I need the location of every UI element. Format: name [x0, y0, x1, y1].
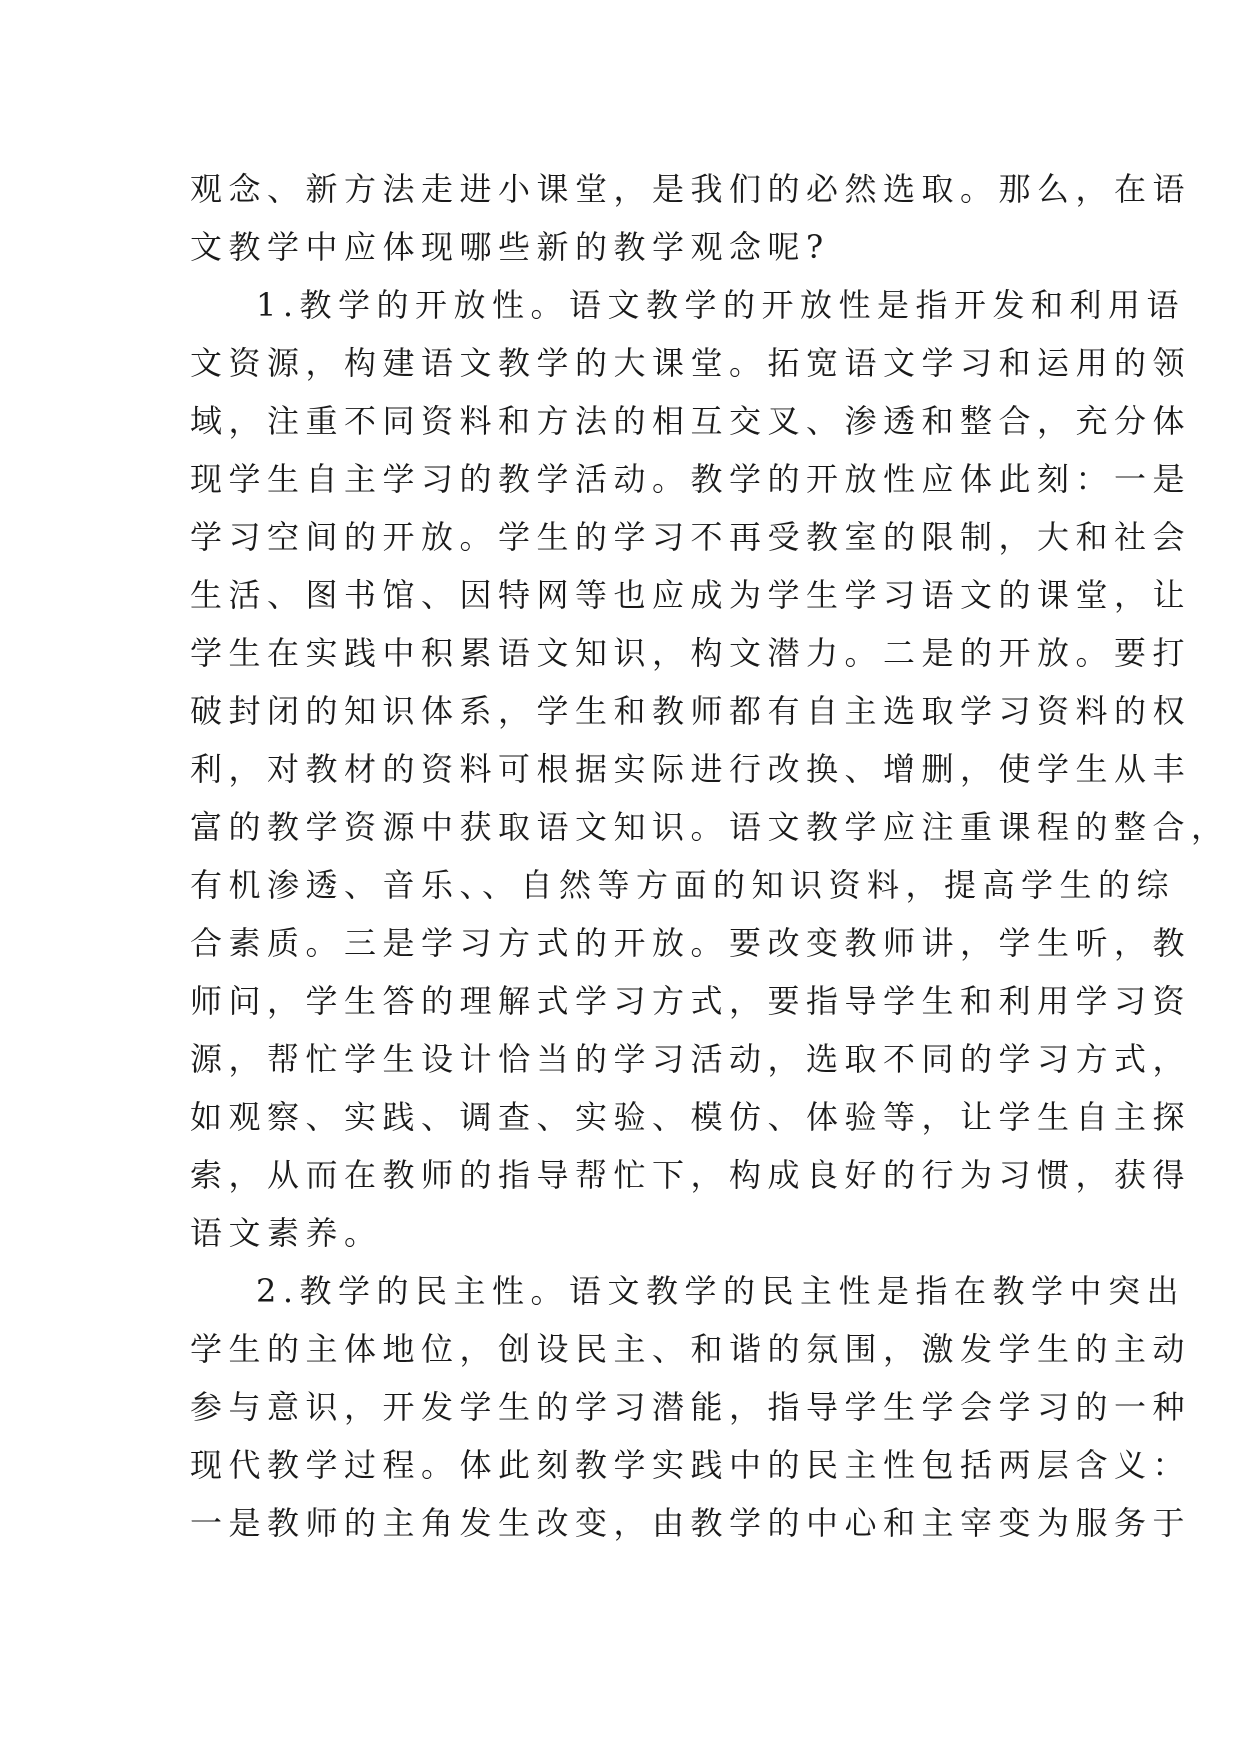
- text-line: 学习空间的开放。学生的学习不再受教室的限制，大和社会: [190, 518, 1192, 556]
- text-line: 语文素养。: [190, 1214, 383, 1252]
- text-line: 合素质。三是学习方式的开放。要改变教师讲，学生听，教: [190, 924, 1192, 962]
- text-line: 学生在实践中积累语文知识，构文潜力。二是的开放。要打: [190, 634, 1192, 672]
- text-line: 观念、新方法走进小课堂，是我们的必然选取。那么，在语: [190, 170, 1192, 208]
- paragraph-start-line: 1.教学的开放性。语文教学的开放性是指开发和利用语: [256, 286, 1186, 324]
- paragraph-start-line: 2.教学的民主性。语文教学的民主性是指在教学中突出: [256, 1272, 1186, 1310]
- text-line: 如观察、实践、调查、实验、模仿、体验等，让学生自主探: [190, 1098, 1192, 1136]
- text-line: 利，对教材的资料可根据实际进行改换、增删，使学生从丰: [190, 750, 1192, 788]
- text-line: 师问，学生答的理解式学习方式，要指导学生和利用学习资: [190, 982, 1192, 1020]
- text-line: 源，帮忙学生设计恰当的学习活动，选取不同的学习方式，: [190, 1040, 1192, 1078]
- text-line: 文教学中应体现哪些新的教学观念呢?: [190, 228, 830, 266]
- text-line: 有机渗透、音乐、、自然等方面的知识资料，提高学生的综: [190, 866, 1176, 904]
- text-line: 学生的主体地位，创设民主、和谐的氛围，激发学生的主动: [190, 1330, 1192, 1368]
- text-line: 索，从而在教师的指导帮忙下，构成良好的行为习惯，获得: [190, 1156, 1192, 1194]
- text-line: 现学生自主学习的教学活动。教学的开放性应体此刻：一是: [190, 460, 1192, 498]
- text-line: 破封闭的知识体系，学生和教师都有自主选取学习资料的权: [190, 692, 1192, 730]
- text-line: 一是教师的主角发生改变，由教学的中心和主宰变为服务于: [190, 1504, 1192, 1542]
- text-line: 文资源，构建语文教学的大课堂。拓宽语文学习和运用的领: [190, 344, 1192, 382]
- text-line: 参与意识，开发学生的学习潜能，指导学生学会学习的一种: [190, 1388, 1192, 1426]
- text-line: 生活、图书馆、因特网等也应成为学生学习语文的课堂，让: [190, 576, 1192, 614]
- text-line: 现代教学过程。体此刻教学实践中的民主性包括两层含义：: [190, 1446, 1192, 1484]
- text-line: 域，注重不同资料和方法的相互交叉、渗透和整合，充分体: [190, 402, 1192, 440]
- body-text: [190, 160, 1230, 1552]
- text-line: 富的教学资源中获取语文知识。语文教学应注重课程的整合，: [190, 808, 1230, 846]
